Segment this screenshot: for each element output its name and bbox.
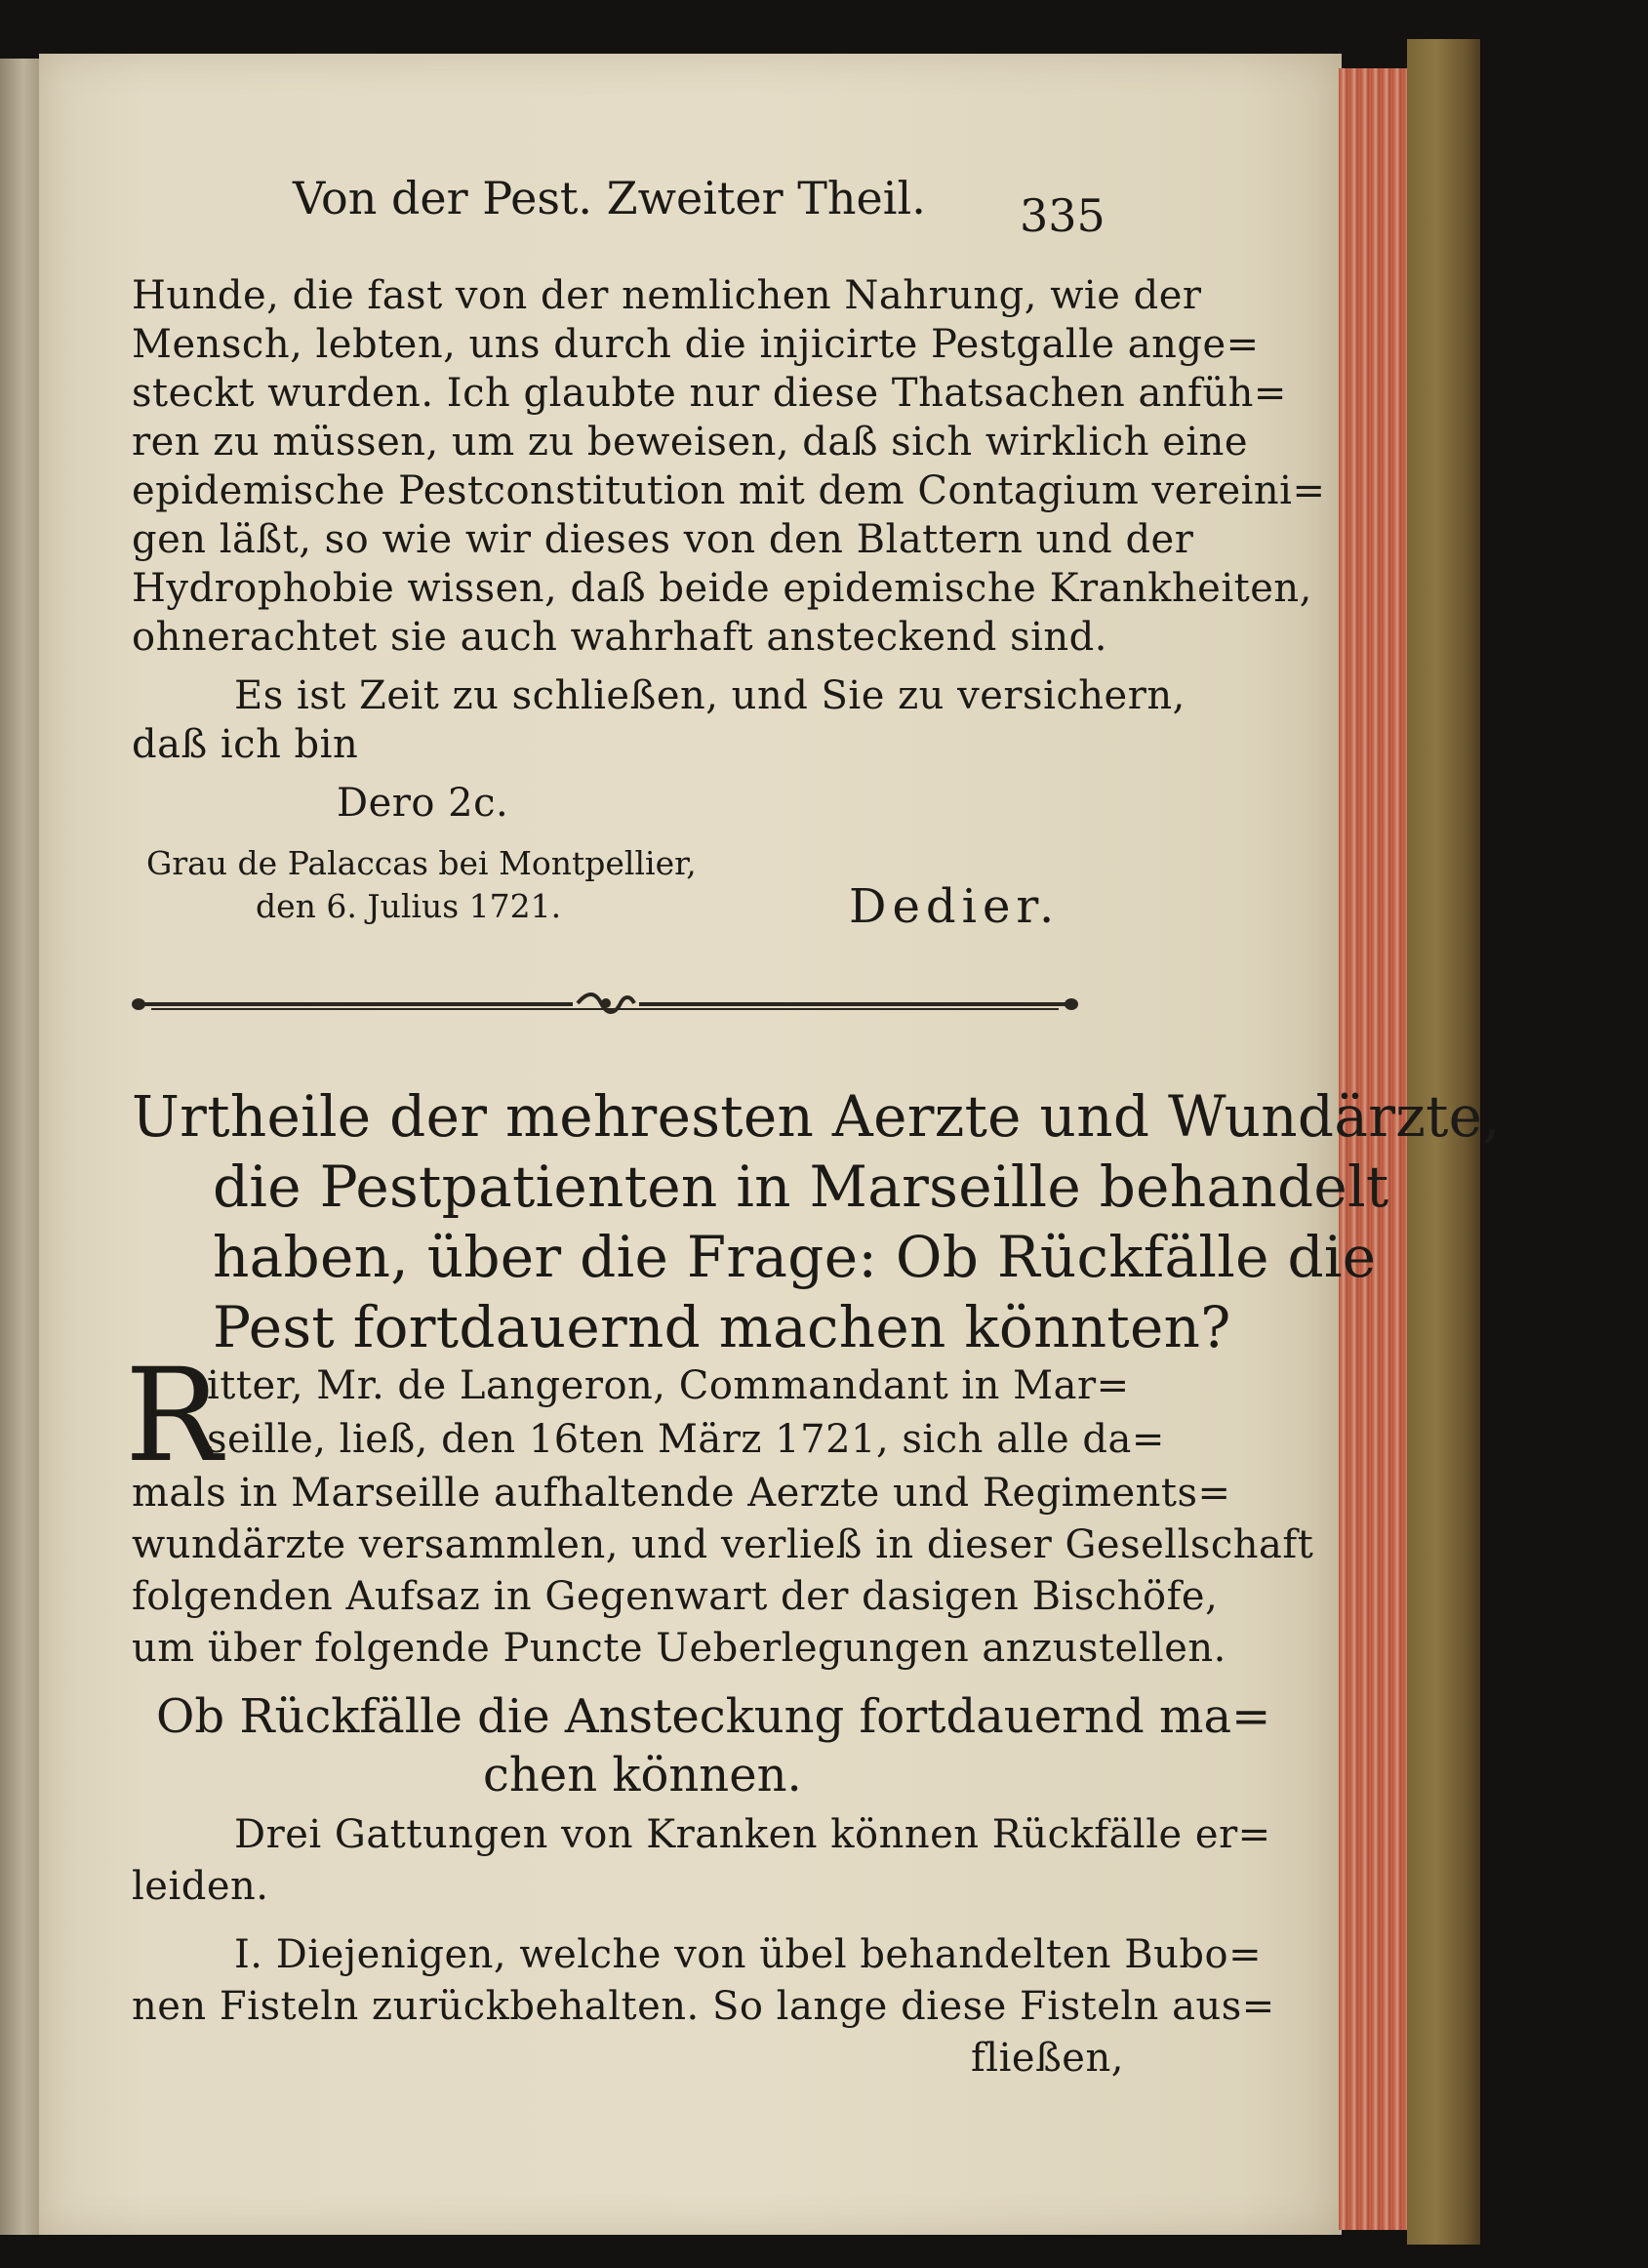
intro-line: mals in Marseille aufhaltende Aerzte und Regiments= <box>132 1471 1231 1516</box>
letter-date: den 6. Julius 1721. <box>256 887 562 925</box>
section-heading-line: die Pestpatienten in Marseille behandelt <box>213 1154 1389 1220</box>
catchword: fließen, <box>971 2036 1124 2081</box>
running-head: Von der Pest. Zweiter Theil. <box>293 172 926 224</box>
letter-signature: Dedier. <box>849 879 1061 934</box>
letter-line: Es ist Zeit zu schließen, und Sie zu versichern, <box>234 673 1186 718</box>
drop-cap: R <box>125 1341 222 1491</box>
letter-line: gen läßt, so wie wir dieses von den Blattern und der <box>132 517 1194 562</box>
intro-line: seille, ließ, den 16ten März 1721, sich alle da= <box>207 1417 1165 1462</box>
ornamental-rule <box>132 997 1078 1011</box>
para-line: leiden. <box>132 1864 269 1909</box>
intro-line: itter, Mr. de Langeron, Commandant in Mar= <box>207 1363 1130 1408</box>
subheading-line: Ob Rückfälle die Ansteckung fortdauernd ma= <box>156 1689 1271 1744</box>
letter-closing: Dero 2c. <box>337 781 509 826</box>
previous-page-edge <box>0 59 39 2235</box>
letter-line: epidemische Pestconstitution mit dem Contagium vereini= <box>132 468 1326 513</box>
letter-line: ren zu müssen, um zu beweisen, daß sich wirklich eine <box>132 420 1249 465</box>
letter-line: daß ich bin <box>132 722 359 767</box>
section-heading-line: haben, über die Frage: Ob Rückfälle die <box>213 1224 1377 1290</box>
intro-line: wundärzte versammlen, und verließ in dieser Gesellschaft <box>132 1522 1314 1567</box>
intro-line: folgenden Aufsaz in Gegenwart der dasigen Bischöfe, <box>132 1574 1219 1619</box>
para-line: Drei Gattungen von Kranken können Rückfälle er= <box>234 1812 1271 1857</box>
para-line: nen Fisteln zurückbehalten. So lange diese Fisteln aus= <box>132 1984 1275 2029</box>
ornament-flourish-icon <box>576 990 636 1017</box>
letter-line: ohnerachtet sie auch wahrhaft ansteckend sind. <box>132 615 1107 660</box>
letter-place: Grau de Palaccas bei Montpellier, <box>146 844 697 882</box>
para-line: I. Diejenigen, welche von übel behandelten Bubo= <box>234 1932 1263 1977</box>
letter-line: Mensch, lebten, uns durch die injicirte Pestgalle ange= <box>132 322 1260 367</box>
intro-line: um über folgende Puncte Ueberlegungen anzustellen. <box>132 1626 1226 1671</box>
subheading-line: chen können. <box>483 1748 802 1802</box>
letter-line: Hunde, die fast von der nemlichen Nahrung, wie der <box>132 273 1202 318</box>
page-number: 335 <box>1020 189 1105 242</box>
letter-line: steckt wurden. Ich glaubte nur diese Thatsachen anfüh= <box>132 371 1287 416</box>
letter-line: Hydrophobie wissen, daß beide epidemische Krankheiten, <box>132 566 1312 611</box>
section-heading-line: Urtheile der mehresten Aerzte und Wundärzte, <box>132 1083 1502 1150</box>
section-heading-line: Pest fortdauernd machen könnten? <box>213 1294 1231 1360</box>
